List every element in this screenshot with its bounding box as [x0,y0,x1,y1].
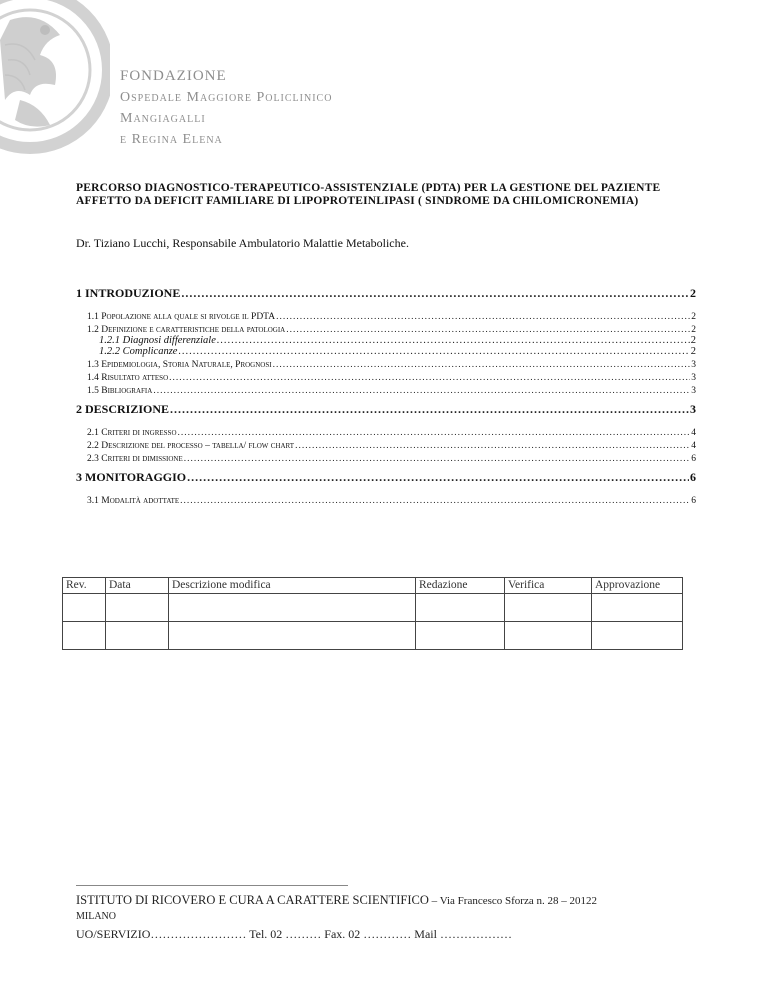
table-cell[interactable] [63,622,106,650]
table-cell[interactable] [169,622,416,650]
table-row [63,622,683,650]
footer-address: – Via Francesco Sforza n. 28 – 20122 [428,895,597,907]
toc-entry-criteri-ingresso[interactable]: 2.1 Criteri di ingresso ..... 4 [76,425,696,438]
table-row [63,594,683,622]
org-line-1: FONDAZIONE [120,68,227,84]
toc-entry-diagnosi-differenziale[interactable]: 1.2.1 Diagnosi differenziale ..... 2 [76,335,696,346]
col-approvazione: Approvazione [592,578,683,594]
foundation-seal-logo [0,0,110,165]
footer-institute: ISTITUTO DI RICOVERO E CURA A CARATTERE SCIENTIFICO [76,893,429,907]
col-data: Data [106,578,169,594]
toc-entry-bibliografia[interactable]: 1.5 Bibliografia ..... 3 [76,383,696,396]
toc-entry-descrizione-processo[interactable]: 2.2 Descrizione del processo – tabella/ flow chart ..... 4 [76,438,696,451]
toc-entry-epidemiologia[interactable]: 1.3 Epidemiologia, Storia Naturale, Prognosi ..... 3 [76,357,696,370]
table-of-contents [76,280,696,506]
toc-entry-introduzione[interactable]: 1 INTRODUZIONE ..... 2 [76,280,696,301]
org-line-3: Mangiagalli [120,111,206,126]
document-author: Dr. Tiziano Lucchi, Responsabile Ambulatorio Malattie Metaboliche. [76,236,409,250]
organization-name [120,66,332,150]
toc-entry-modalita-adottate[interactable]: 3.1 Modalità adottate ..... 6 [76,493,696,506]
toc-entry-risultato-atteso[interactable]: 1.4 Risultato atteso ..... 3 [76,370,696,383]
table-cell[interactable] [592,622,683,650]
revision-table-header [63,578,683,594]
toc-entry-complicanze[interactable]: 1.2.2 Complicanze ..... 2 [76,346,696,357]
table-cell[interactable] [592,594,683,622]
revision-table [62,577,683,650]
toc-entry-criteri-dimissione[interactable]: 2.3 Criteri di dimissione ..... 6 [76,451,696,464]
col-descrizione: Descrizione modifica [169,578,416,594]
toc-entry-monitoraggio[interactable]: 3 MONITORAGGIO ..... 6 [76,464,696,485]
table-cell[interactable] [63,594,106,622]
footer-city: MILANO [76,911,116,922]
table-cell[interactable] [505,622,592,650]
table-cell[interactable] [416,594,505,622]
document-title: PERCORSO DIAGNOSTICO-TERAPEUTICO-ASSISTENZIALE (PDTA) PER LA GESTIONE DEL PAZIENTE AFFETTO DA DEFICIT FAMILIARE DI LIPOPROTEINLIPASI ( SINDROME DA CHILOMICRONEMIA) [76,182,661,207]
footer-institute-line [76,893,597,908]
footer-contacts: UO/SERVIZIO…………………… Tel. 02 ……… Fax. 02 ………… Mail ……………… [76,927,512,941]
col-redazione: Redazione [416,578,505,594]
col-rev: Rev. [63,578,106,594]
table-cell[interactable] [106,622,169,650]
table-cell[interactable] [106,594,169,622]
table-cell[interactable] [169,594,416,622]
toc-entry-descrizione[interactable]: 2 DESCRIZIONE ..... 3 [76,396,696,417]
org-line-4: e Regina Elena [120,132,223,147]
toc-entry-popolazione[interactable]: 1.1 Popolazione alla quale si rivolge il PDTA ..... 2 [76,309,696,322]
table-cell[interactable] [416,622,505,650]
table-cell[interactable] [505,594,592,622]
org-line-2: Ospedale Maggiore Policlinico [120,90,333,105]
col-verifica: Verifica [505,578,592,594]
footer-divider [76,885,348,886]
toc-entry-definizione[interactable]: 1.2 Definizione e caratteristiche della patologia ..... 2 [76,322,696,335]
